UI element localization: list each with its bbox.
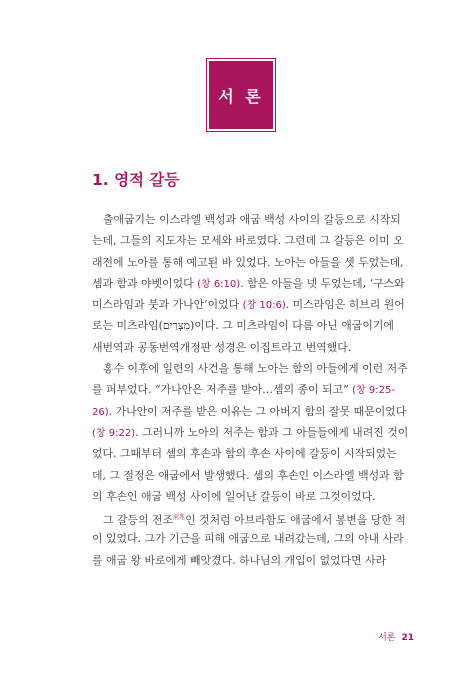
text-line: 홍수 이후에 일련의 사건을 통해 노아는 함의 아들에게 이런 저주 bbox=[103, 362, 408, 376]
hanja-annotation: 前兆 bbox=[173, 514, 186, 522]
text-line: 26). 가나안이 저주를 받은 이유는 그 아버지 함의 잘못 때문이었다 bbox=[92, 404, 407, 418]
scripture-reference: (창 9:25- bbox=[352, 385, 395, 397]
footer-label: 서론 bbox=[378, 633, 396, 643]
text-line: 는데, 그들의 지도자는 모세와 바로였다. 그런데 그 갈등은 이미 오 bbox=[92, 234, 404, 248]
text-line: 를 퍼부었다. “가나안은 저주를 받아…셈의 종이 되고” (창 9:25- bbox=[92, 383, 395, 397]
text-line: 로는 미츠라임(מִצְרַיִם)이다. 그 미츠라임이 다름 아닌 애굽이기에 bbox=[92, 319, 394, 333]
text-line: 래전에 노아를 통해 예고된 바 있었다. 노아는 아들을 셋 두었는데, bbox=[92, 255, 404, 269]
body-text bbox=[92, 209, 409, 571]
text-line: 셈과 함과 야벳이었다 (창 6:10). 함은 아들을 넷 두었는데, ‘구스와 bbox=[92, 276, 405, 290]
chapter-title-box bbox=[210, 62, 272, 128]
text-line: 었다. 그때부터 셈의 후손과 함의 후손 사이에 갈등이 시작되었는 bbox=[92, 447, 397, 461]
text-line: 출애굽기는 이스라엘 백성과 애굽 백성 사이의 갈등으로 시작되 bbox=[103, 213, 401, 226]
scripture-reference: (창 9:22) bbox=[92, 427, 136, 439]
text-line: 의 후손인 애굽 백성 사이에 일어난 갈등이 바로 그것이었다. bbox=[92, 489, 376, 503]
text-line: 데, 그 절정은 애굽에서 발생했다. 셈의 후손인 이스라엘 백성과 함 bbox=[92, 468, 404, 482]
chapter-title: 서 론 bbox=[218, 86, 264, 106]
page-footer bbox=[378, 630, 414, 643]
scripture-reference: (창 10:6) bbox=[242, 300, 286, 312]
text-line: 를 애굽 왕 바로에게 빼앗겼다. 하나님의 개입이 없었다면 사라 bbox=[92, 553, 387, 567]
scripture-reference: 26) bbox=[92, 406, 109, 418]
text-line: 새번역과 공동번역개정판 성경은 이집트라고 번역했다. bbox=[92, 340, 352, 354]
text-line: 미스라임과 붓과 가나안’이었다 (창 10:6). 미스라임은 히브리 원어 bbox=[92, 298, 405, 312]
text-line: 이 있었다. 그가 기근을 피해 애굽으로 내려갔는데, 그의 아내 사라 bbox=[92, 532, 404, 546]
scripture-reference: (창 6:10) bbox=[197, 278, 241, 290]
section-heading: 1. 영적 갈등 bbox=[92, 171, 180, 189]
text-line: 그 갈등의 전조$^{前兆}$인 것처럼 아브라함도 애굽에서 봉변을 당한 적 bbox=[103, 513, 406, 527]
text-line: (창 9:22). 그러니까 노아의 저주는 함과 그 아들들에게 내려진 것이 bbox=[92, 425, 409, 439]
page-number: 21 bbox=[401, 633, 414, 643]
